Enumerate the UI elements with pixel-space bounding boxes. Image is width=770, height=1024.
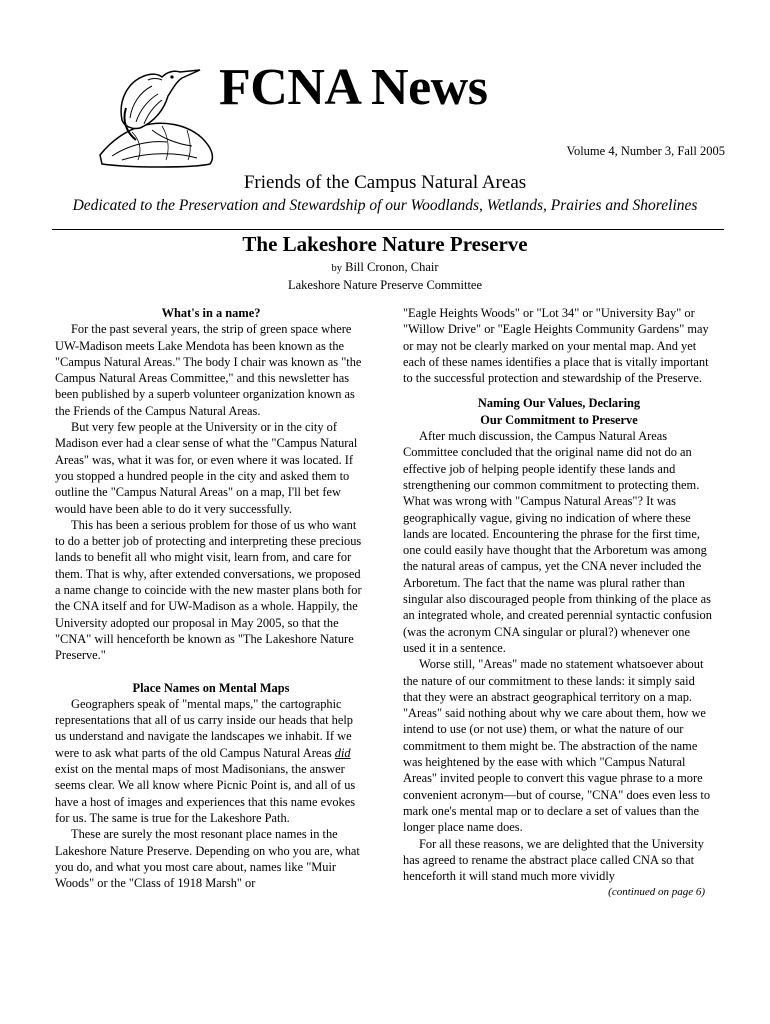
masthead [0, 0, 770, 230]
masthead-title: FCNA News [219, 59, 488, 116]
section-heading-line: Naming Our Values, Declaring [477, 396, 641, 411]
paragraph: Worse still, "Areas" made no statement whatsoever about the nature of our commitment to these lands: it simply said that they were an abstract geographical territory on a map. "Areas" said nothing about why we care about them, how we intend to use (or not use) them, or what the nature of our commitment to them might be. The abstraction of the name was heightened by the ease with which "Campus Natural Areas" invited people to convert this vague phrase to a more convenient acronym—but of course, "CNA" does even less to mark one's mental map or to declare a set of values than the longer place name does. [403, 657, 711, 835]
paragraph: This has been a serious problem for those of us who want to do a better job of protecting and interpreting these precious lands to benefit all who might visit, learn from, and care for them. That is why, after extended conversations, we proposed a name change to coincide with the new master plans both for the CNA itself and for UW-Madison as a whole. Happily, the University adopted our proposal in May 2005, so that the "CNA" will henceforth be known as "The Lakeshore Nature Preserve." [55, 517, 362, 663]
article-column-right [403, 305, 715, 901]
header-divider [52, 229, 724, 230]
paragraph: For all these reasons, we are delighted that the University has agreed to rename the abstract place called CNA so that henceforth it will stand much more vividly [403, 836, 704, 884]
section-heading: Place Names on Mental Maps [132, 680, 290, 695]
section-heading [403, 395, 715, 428]
byline-prefix: by [331, 263, 342, 274]
article-title: The Lakeshore Nature Preserve [242, 232, 528, 256]
organization-name: Friends of the Campus Natural Areas [243, 172, 527, 193]
emphasized-word: did [334, 745, 351, 760]
paragraph-text: exist on the mental maps of most Madisonians, the answer seems clear. We all know where Picnic Point is, and all of us have a host of images and experiences that this name evokes for us. The same is true for the Lakeshore Path. [55, 762, 356, 825]
paragraph: "Eagle Heights Woods" or "Lot 34" or "University Bay" or "Willow Drive" or "Eagle Heights Community Gardens" may or may not be clearly marked on your mental map. And yet each of these names identifies a place that is vitally important to the successful protection and stewardship of the Preserve. [403, 306, 709, 386]
continued-note: (continued on page 6) [608, 886, 705, 899]
section-heading-line: Our Commitment to Preserve [480, 412, 638, 427]
byline [0, 259, 770, 293]
article-column-left [55, 305, 367, 891]
issue-info: Volume 4, Number 3, Fall 2005 [566, 144, 725, 158]
byline-committee: Lakeshore Nature Preserve Committee [287, 278, 483, 292]
paragraph: These are surely the most resonant place names in the Lakeshore Nature Preserve. Depending on who you are, what you do, and what you most care about, names like "Muir Woods" or the "Class of 1918 Marsh" or [55, 827, 360, 891]
heron-bird-icon [92, 60, 222, 170]
paragraph [55, 696, 367, 826]
paragraph: After much discussion, the Campus Natural Areas Committee concluded that the original name did not do an effective job of helping people identify these lands and strengthening our common commitment to protecting them. What was wrong with "Campus Natural Areas"? It was geographically vague, giving no indication of where these lands are located. Encountering the phrase for the first time, one could easily have thought that the Arboretum was among the natural areas of campus, yet the CNA never included the Arboretum. The fact that the name was plural rather than singular also discouraged people from thinking of the place as an integrated whole, and created perennial syntactic confusion (was the acronym CNA singular or plural?) whenever one used it in a sentence. [403, 429, 712, 655]
paragraph: But very few people at the University or in the city of Madison ever had a clear sense of what the "Campus Natural Areas" was, what it was for, or even where it was located. If you stopped a hundred people in the city and asked them to outline the "Campus Natural Areas" on a map, I'll bet few would have been able to do it very successfully. [55, 420, 358, 516]
paragraph-text: Geographers speak of "mental maps," the cartographic representations that all of us carry inside our heads that help us understand and navigate the landscapes we inhabit. If we were to ask what parts of the old Campus Natural Areas [55, 696, 353, 760]
section-heading: What's in a name? [161, 306, 261, 320]
byline-author: Bill Cronon, Chair [345, 260, 439, 274]
tagline: Dedicated to the Preservation and Stewardship of our Woodlands, Wetlands, Prairies and Shorelines [72, 197, 698, 214]
paragraph: For the past several years, the strip of green space where UW-Madison meets Lake Mendota has been known as the "Campus Natural Areas." The body I chair was known as "the Campus Natural Areas Committee," and this newsletter has been published by a superb volunteer organization known as the Friends of the Campus Natural Areas. [55, 322, 362, 418]
